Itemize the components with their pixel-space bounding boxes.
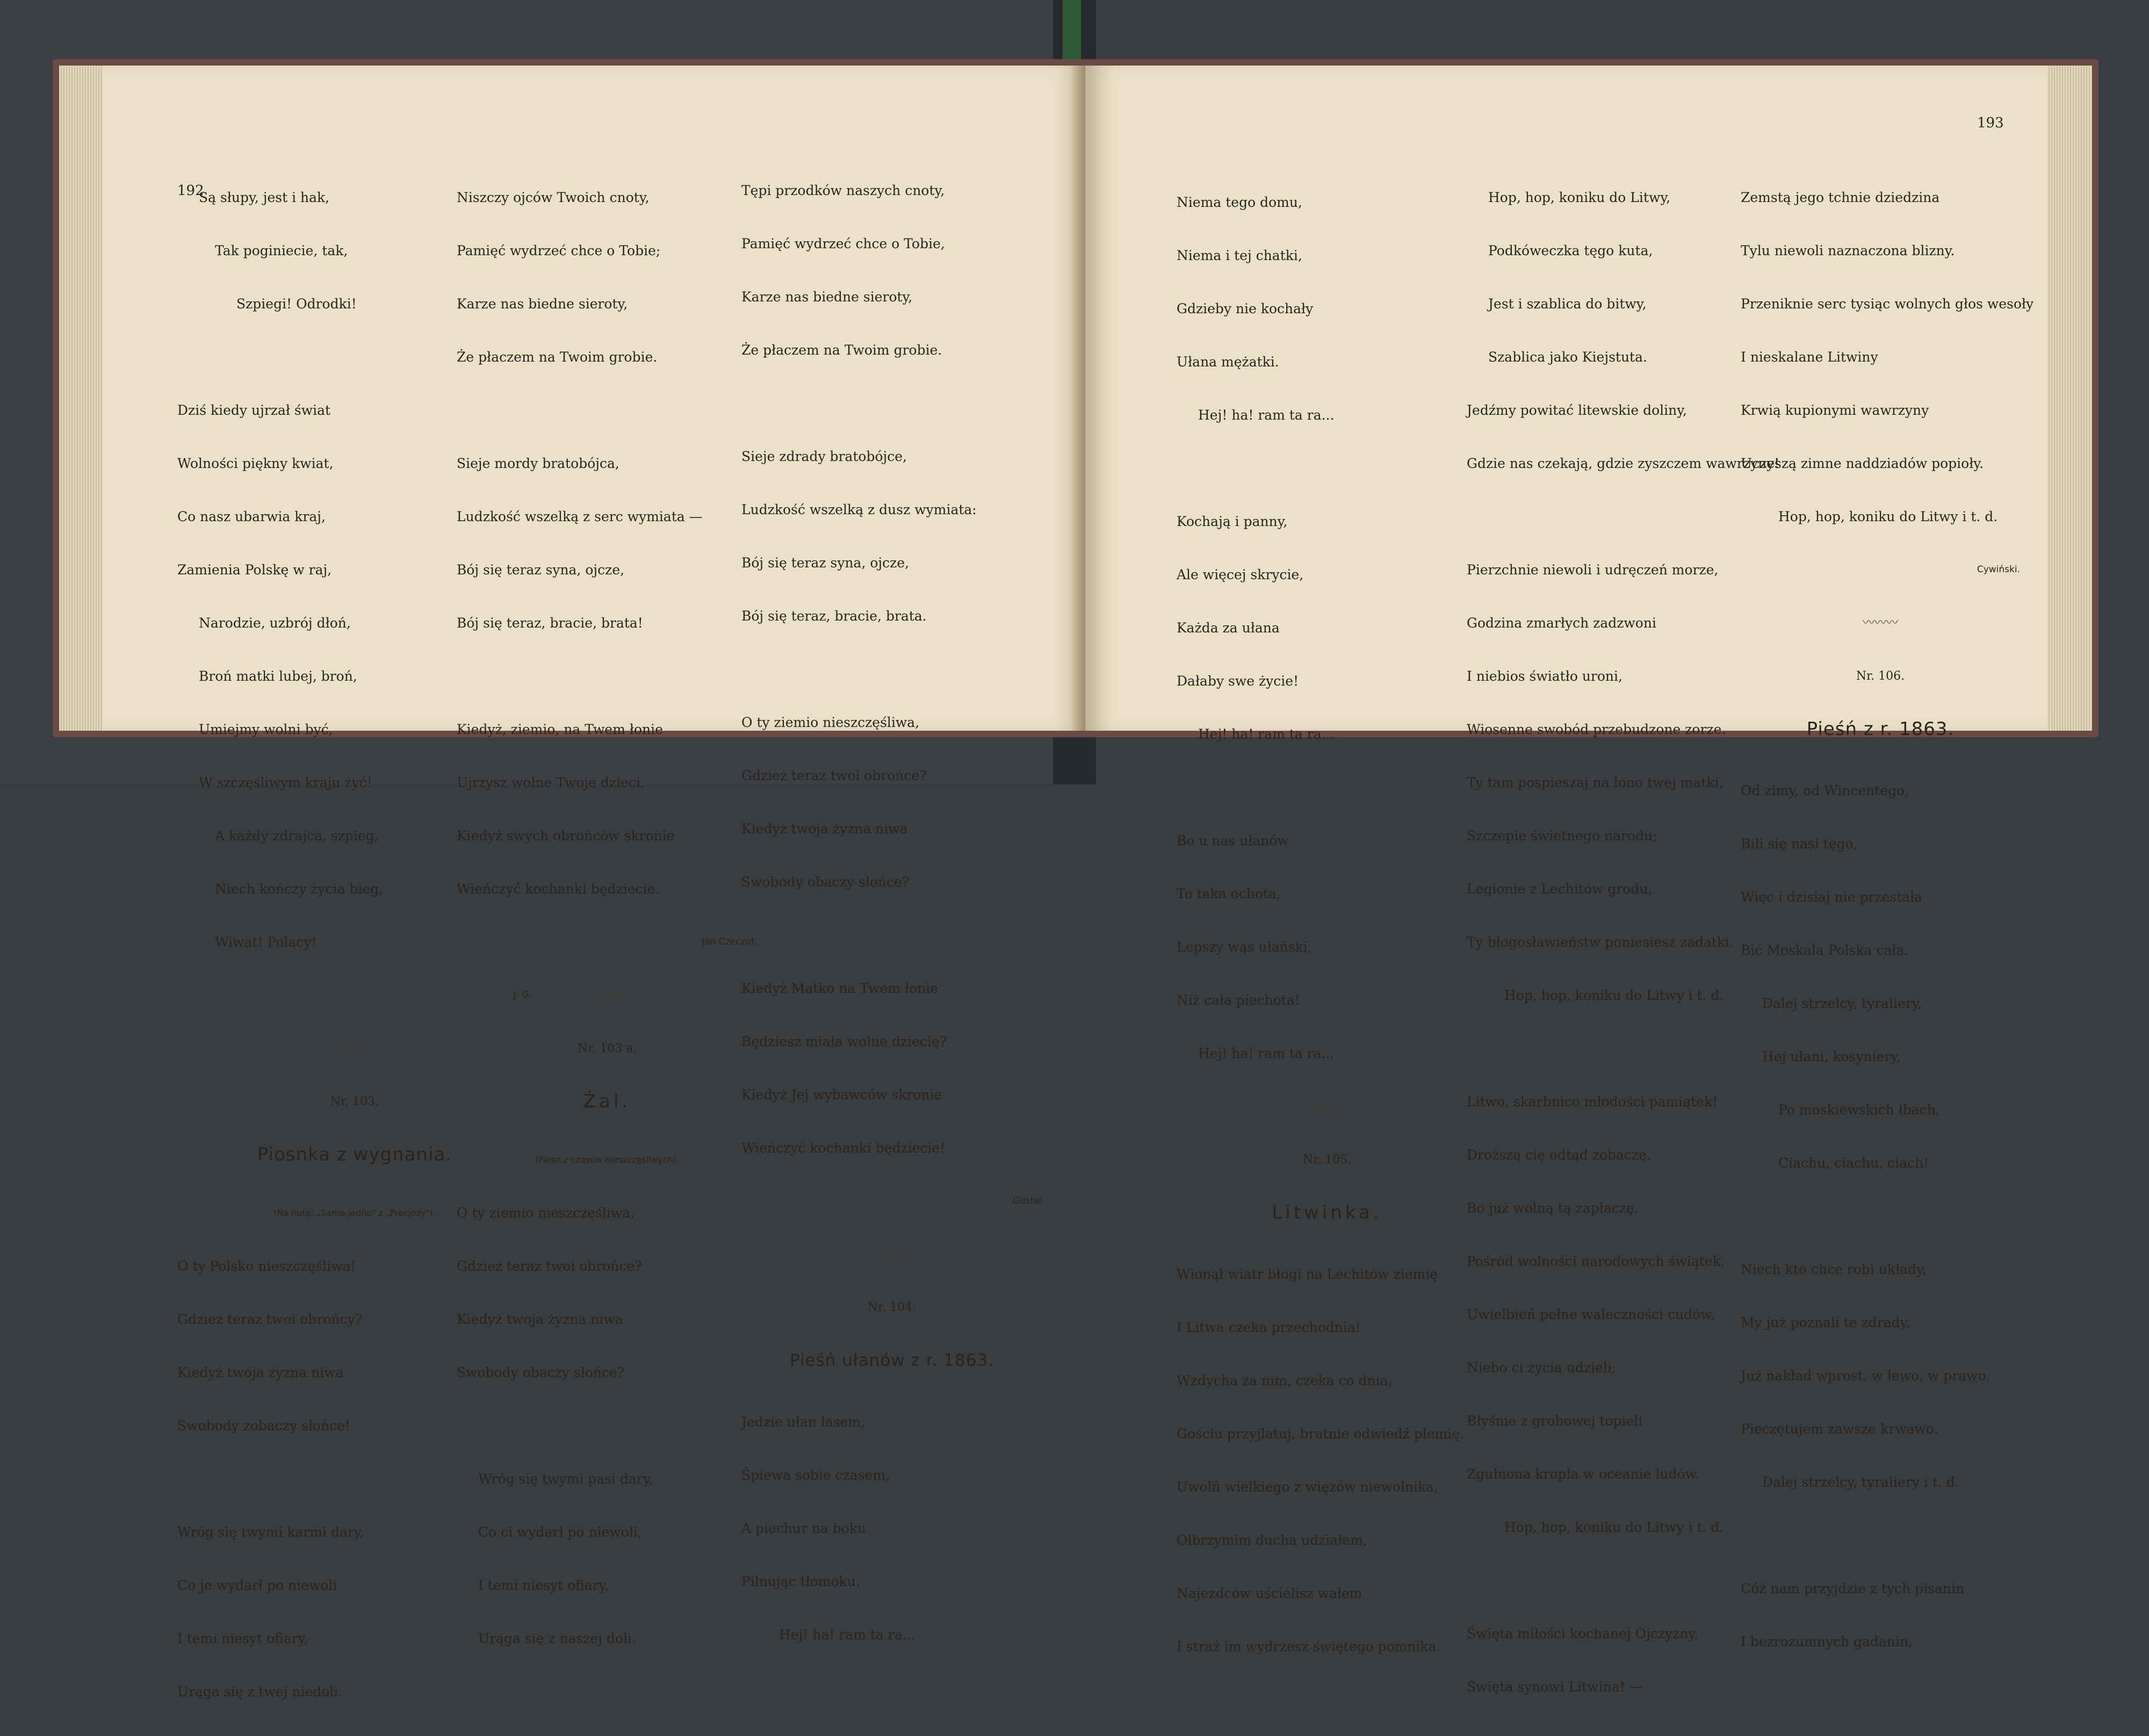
verse-line: Niema i tej chatki,: [1177, 248, 1302, 263]
right-column-3: [1741, 153, 2034, 1686]
verse-line: Pośród wolności narodowych świątek.: [1467, 1254, 1725, 1269]
verse-line: Wróg się twymi karmi dary,: [177, 1524, 364, 1540]
verse-line: Kiedyż twoja żyzna niwa: [457, 1312, 623, 1327]
verse-line: Kiedyż Matko na Twem łonie: [741, 981, 939, 996]
verse-line: Po moskiewskich łbach,: [1778, 1102, 1940, 1118]
song-title: Litwinka.: [1272, 1202, 1382, 1223]
verse-line: Gdzież teraz twoi obrońcy?: [177, 1312, 362, 1327]
verse-line: Kiedyż twoja żyzna niwa: [177, 1365, 344, 1380]
verse-line: Ciachu, ciachu, ciach!: [1778, 1155, 1929, 1171]
verse-line: Uwolń wielkiego z więzów niewolnika,: [1177, 1479, 1438, 1495]
page-number-left: 192: [177, 183, 204, 199]
verse-line: Kiedyż Jej wybawców skronie: [741, 1087, 942, 1103]
author-credit: Guslar: [1013, 1195, 1042, 1206]
verse-line: Dalej strzelcy, tyraliery i t. d.: [1762, 1474, 1959, 1490]
verse-line: Już nakład wprost, w lewo, w prawo,: [1741, 1368, 1991, 1384]
verse-line: My już poznali te zdrady,: [1741, 1315, 1910, 1330]
right-column-2: [1467, 153, 1780, 1731]
verse-line: I temi niesyt ofiary,: [177, 1631, 308, 1646]
song-title: Żal.: [583, 1091, 631, 1112]
verse-line: Bić Moskala Polska cała.: [1741, 942, 1909, 958]
verse-line: Kiedyż swych obrońców skronie: [457, 828, 675, 844]
verse-line: Bo już wolną tą zapłaczę,: [1467, 1200, 1639, 1216]
verse-line: Niema tego domu,: [1177, 195, 1302, 210]
verse-line: Więc i dzisiaj nie przestała: [1741, 889, 1923, 905]
verse-line: Ludzkość wszelką z serc wymiata —: [457, 509, 703, 524]
ornament: 〰〰〰: [336, 1042, 372, 1055]
verse-line: Gdzie nas czekają, gdzie zyszczem wawrzyny!: [1467, 456, 1780, 471]
song-title: Pieśń z r. 1863.: [1806, 718, 1955, 740]
verse-line: A każdy zdrajca, szpieg,: [215, 828, 379, 844]
verse-line: Bili się nasi tęgo,: [1741, 836, 1858, 852]
verse-line: Kiedyż twoja żyzna niwa: [741, 821, 908, 837]
verse-line: Bo u nas ułanów: [1177, 833, 1289, 848]
verse-line: Ujrzysz wolne Twoje dzieci.: [457, 775, 645, 790]
song-subtitle: (Na nutę: „Sama jedno" z „Precjozy").: [273, 1208, 436, 1218]
verse-line: Pilnując tłomoku.: [741, 1574, 860, 1589]
verse-line: Ty błogosławieństw poniesiesz zadatki.: [1467, 934, 1734, 950]
verse-line: I Litwa czeka przechodnia!: [1177, 1320, 1361, 1335]
verse-line: Zemstą jego tchnie dziedzina: [1741, 190, 1940, 205]
verse-line: Litwo, skarbnico młodości pamiątek!: [1467, 1094, 1718, 1110]
verse-line: W szczęśliwym kraju żyć!: [199, 775, 372, 790]
verse-line: Ludzkość wszelką z dusz wymiata:: [741, 502, 977, 517]
verse-line: Hej! ha! ram ta ra...: [1198, 407, 1335, 423]
verse-line: Legionie z Lechitów grodu,: [1467, 881, 1653, 897]
song-number: Nr. 104.: [867, 1301, 917, 1314]
verse-line: Pamięć wydrzeć chce o Tobie;: [457, 243, 661, 258]
verse-line: Gdzież teraz twoi obrońce?: [457, 1258, 642, 1274]
verse-line: Wionął wiatr błogi na Lechitów ziemię: [1177, 1266, 1438, 1282]
verse-line: Hej! ha! ram ta ra...: [1198, 1046, 1335, 1061]
left-column-2: [457, 153, 758, 1683]
verse-line: Wieńczyć kochanki będziecie!: [741, 1140, 946, 1156]
verse-line: Niszczy ojców Twoich cnoty,: [457, 190, 650, 205]
verse-line: Niech kończy życia bieg,: [215, 881, 384, 897]
verse-line: Szablica jako Kiejstuta.: [1488, 349, 1647, 365]
verse-line: Kochają i panny,: [1177, 514, 1288, 529]
verse-line: Pamięć wydrzeć chce o Tobie,: [741, 236, 945, 251]
verse-line: Jest i szablica do bitwy,: [1488, 296, 1647, 312]
song-number: Nr. 103 a.: [577, 1042, 637, 1055]
verse-line: Pierzchnie niewoli i udręczeń morze,: [1467, 562, 1719, 578]
song-number: Nr. 106.: [1856, 669, 1905, 683]
verse-line: Hej! ha! ram ta ra...: [1198, 726, 1335, 742]
page-edges-right: [2046, 66, 2092, 731]
verse-line: Hej ułani, kosyniery,: [1762, 1049, 1901, 1064]
author-credit: J. G.: [513, 990, 532, 1000]
ornament: 〰〰〰: [874, 1248, 910, 1261]
verse-line: Wieńczyć kochanki będziecie.: [457, 881, 660, 897]
verse-line: Wiwat! Polacy!: [215, 934, 317, 950]
song-title: Piosnka z wygnania.: [257, 1144, 452, 1165]
left-column-3: [741, 146, 1042, 1679]
verse-line: Niż cała piechota!: [1177, 992, 1300, 1008]
verse-line: I bezrozumnych gadanin,: [1741, 1634, 1913, 1649]
verse-line: I straż im wydrzesz świętego pomnika.: [1177, 1639, 1441, 1654]
verse-line: Godzina zmarłych zadzwoni: [1467, 615, 1656, 631]
verse-line: Umiejmy wolni być,: [199, 722, 333, 737]
verse-line: O ty Polsko nieszczęśliwa!: [177, 1258, 356, 1274]
verse-line: Hop, hop, koniku do Litwy,: [1488, 190, 1671, 205]
song-number: Nr. 103.: [330, 1095, 379, 1108]
verse-line: Przeniknie serc tysiąc wolnych głos wesoły: [1741, 296, 2034, 312]
verse-line: Swobody obaczy słońce?: [741, 874, 910, 890]
song-subtitle: (Pieśń z czasów nieszczęśliwych).: [535, 1155, 680, 1165]
verse-line: Podkóweczka tęgo kuta,: [1488, 243, 1653, 258]
verse-line: Święta miłości kochanej Ojczyzny,: [1467, 1626, 1699, 1641]
verse-line: Swobody obaczy słońce?: [457, 1365, 625, 1380]
left-page: [102, 66, 1085, 1699]
verse-line: Ty tam pospieszaj na łono twej matki,: [1467, 775, 1723, 790]
ornament: 〰〰〰: [589, 989, 625, 1002]
verse-line: Urąga się z twej niedoli.: [177, 1684, 343, 1699]
verse-line: Tylu niewoli naznaczona blizny.: [1741, 243, 1955, 258]
verse-line: Wróg się twymi pasi dary,: [478, 1471, 653, 1487]
verse-line: Hop, hop, koniku do Litwy i t. d.: [1778, 509, 1998, 524]
verse-line: Jedzie ułan lasem,: [741, 1414, 866, 1430]
verse-line: Bój się teraz syna, ojcze,: [457, 562, 625, 578]
verse-line: Hop, hop, koniku do Litwy i t. d.: [1504, 1519, 1724, 1535]
verse-line: Szpiegi! Odrodki!: [236, 296, 357, 312]
verse-line: Dałaby swe życie!: [1177, 673, 1299, 689]
verse-line: Jedźmy powitać litewskie doliny,: [1467, 402, 1687, 418]
verse-line: Dziś kiedy ujrzał świat: [177, 402, 331, 418]
verse-line: O ty ziemio nieszczęśliwa,: [741, 715, 920, 730]
verse-line: Urąga się z naszej doli.: [478, 1631, 636, 1646]
verse-line: Od zimy, od Wincentego,: [1741, 783, 1909, 798]
verse-line: Błyśnie z grobowej topieli: [1467, 1413, 1643, 1429]
verse-line: Hop, hop, koniku do Litwy i t. d.: [1504, 988, 1724, 1003]
verse-line: Zamienia Polskę w raj,: [177, 562, 332, 578]
verse-line: Swobody zobaczy słońce!: [177, 1418, 351, 1434]
verse-line: Ale więcej skrycie,: [1177, 567, 1304, 582]
verse-line: Są słupy, jest i hak,: [199, 190, 330, 205]
verse-line: Co ci wydarł po niewoli,: [478, 1524, 642, 1540]
verse-line: Droższą cię odtąd zobaczę,: [1467, 1147, 1651, 1163]
verse-line: Że płaczem na Twoim grobie.: [741, 342, 942, 358]
author-credit: Cywiński.: [1977, 564, 2020, 575]
verse-line: To taka ochota,: [1177, 886, 1281, 902]
verse-line: Święta synowi Litwina! —: [1467, 1679, 1643, 1695]
verse-line: Karze nas biedne sieroty,: [741, 289, 913, 305]
verse-line: Pieczętujem zawsze krwawo.: [1741, 1421, 1938, 1437]
verse-line: Cóż nam przyjdzie z tych pisanin: [1741, 1581, 1965, 1596]
verse-line: A piechur na boku: [741, 1521, 867, 1536]
verse-line: Uczeszą zimne naddziadów popioły.: [1741, 456, 1984, 471]
verse-line: Sieje zdrady bratobójce,: [741, 449, 907, 464]
song-number: Nr. 105.: [1302, 1153, 1352, 1166]
verse-line: Najezdców uściélisz wałem: [1177, 1586, 1362, 1601]
verse-line: Szczepie świetnego narodu;: [1467, 828, 1657, 844]
verse-line: Krwią kupionymi wawrzyny: [1741, 402, 1929, 418]
author-credit: Jan Czeczot.: [702, 937, 758, 947]
verse-line: Broń matki lubej, broń,: [199, 668, 357, 684]
song-title: Pieśń ułanów z r. 1863.: [789, 1351, 994, 1370]
ornament: 〰〰〰: [1862, 616, 1898, 630]
verse-line: I nieskalane Litwiny: [1741, 349, 1878, 365]
verse-line: Hej! ha! ram ta ra...: [779, 1627, 915, 1643]
verse-line: I temi niesyt ofiary,: [478, 1577, 609, 1593]
verse-line: Gościu przyjlatuj, bratnie odwiedź plemię.: [1177, 1426, 1464, 1442]
verse-line: Lepszy wąs ułański,: [1177, 939, 1312, 955]
verse-line: Wolności piękny kwiat,: [177, 456, 334, 471]
right-page: [1085, 66, 2047, 1695]
verse-line: Gdzieby nie kochały: [1177, 301, 1314, 316]
verse-line: Że płaczem na Twoim grobie.: [457, 349, 658, 365]
verse-line: Będziesz miała wolne dziecię?: [741, 1034, 947, 1049]
page-edges-left: [59, 66, 102, 731]
verse-line: I niebios światło uroni,: [1467, 668, 1622, 684]
verse-line: Tępi przodków naszych cnoty,: [741, 183, 945, 198]
verse-line: Niebo ci życia udzieli;: [1467, 1360, 1617, 1375]
verse-line: Narodzie, uzbrój dłoń,: [199, 615, 351, 631]
verse-line: Niech kto chce robi układy,: [1741, 1262, 1927, 1277]
right-column-1: [1177, 158, 1477, 1691]
verse-line: Wiosenne swobód przebudzone zorze.: [1467, 722, 1726, 737]
verse-line: Co nasz ubarwia kraj,: [177, 509, 326, 524]
verse-line: Ułana mężatki.: [1177, 354, 1279, 370]
ornament: 〰〰〰: [1309, 1100, 1345, 1113]
page-number-right: 193: [1977, 115, 2004, 131]
verse-line: Śpiewa sobie czasem,: [741, 1467, 890, 1483]
verse-line: Kiedyż, ziemio, na Twem łonie: [457, 722, 663, 737]
verse-line: Wzdycha za nim, czeka co dnia,: [1177, 1373, 1393, 1388]
verse-line: Sieje mordy bratobójca,: [457, 456, 619, 471]
verse-line: Co je wydarł po niewoli: [177, 1577, 337, 1593]
verse-line: Zgubiona kropla w oceanie ludów.: [1467, 1466, 1699, 1482]
verse-line: Uwielbień pełne waleczności cudów,: [1467, 1307, 1715, 1322]
verse-line: Bój się teraz, bracie, brata!: [457, 615, 643, 631]
verse-line: Dalej strzelcy, tyraliery,: [1762, 996, 1922, 1011]
verse-line: Tak poginiecie, tak,: [215, 243, 348, 258]
verse-line: O ty ziemio nieszczęśliwa,: [457, 1205, 635, 1221]
verse-line: Bój się teraz syna, ojcze,: [741, 555, 910, 571]
verse-line: Karze nas biedne sieroty,: [457, 296, 628, 312]
verse-line: Olbrzymim ducha udziałem,: [1177, 1532, 1367, 1548]
verse-line: Gdzież teraz twoi obrońce?: [741, 768, 927, 783]
verse-line: Każda za ułana: [1177, 620, 1280, 636]
verse-line: Bój się teraz, bracie, brata.: [741, 608, 927, 624]
